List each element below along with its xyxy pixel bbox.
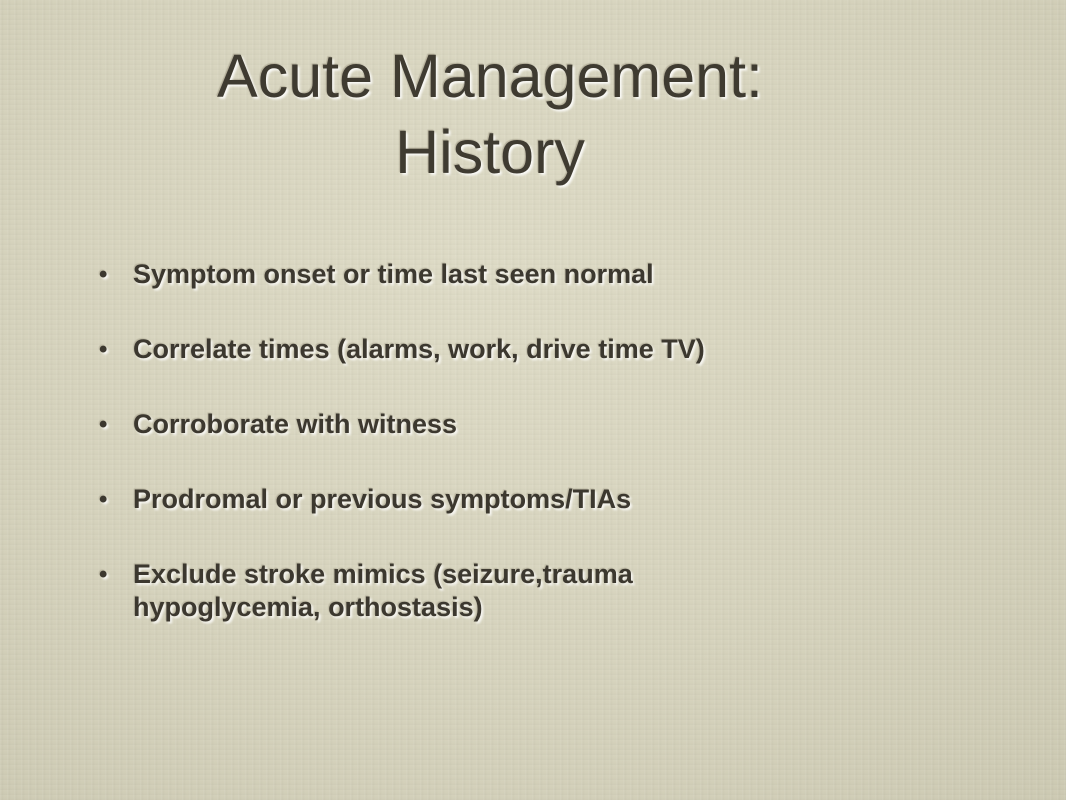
bullet-dot-icon: •: [99, 411, 108, 438]
bullet-item-corroborate-witness: [95, 408, 975, 441]
bullet-line: Prodromal or previous symptoms/TIAs: [133, 484, 632, 514]
title-line-1: Acute Management:: [217, 42, 763, 110]
slide-title: [0, 38, 980, 190]
bullet-dot-icon: •: [99, 336, 108, 363]
bullet-dot-icon: •: [99, 261, 108, 288]
bullet-line: Correlate times (alarms, work, drive time TV): [133, 334, 705, 364]
bullet-line: Exclude stroke mimics (seizure,trauma: [133, 559, 633, 589]
bullet-text: [133, 483, 975, 516]
title-line-2: History: [395, 118, 585, 186]
bullet-line: Symptom onset or time last seen normal: [133, 259, 654, 289]
bullet-line: hypoglycemia, orthostasis): [133, 592, 483, 622]
bullet-item-prodromal-symptoms: [95, 483, 975, 516]
bullet-item-symptom-onset: [95, 258, 975, 291]
bullet-dot-icon: •: [99, 486, 108, 513]
bullet-text: [133, 408, 975, 441]
bullet-item-exclude-mimics: [95, 558, 975, 624]
bullet-line: Corroborate with witness: [133, 409, 458, 439]
bullet-item-correlate-times: [95, 333, 975, 366]
bullet-text: [133, 558, 975, 624]
bullet-list: [95, 258, 975, 666]
bullet-dot-icon: •: [99, 561, 108, 588]
bullet-text: [133, 333, 975, 366]
bullet-text: [133, 258, 975, 291]
